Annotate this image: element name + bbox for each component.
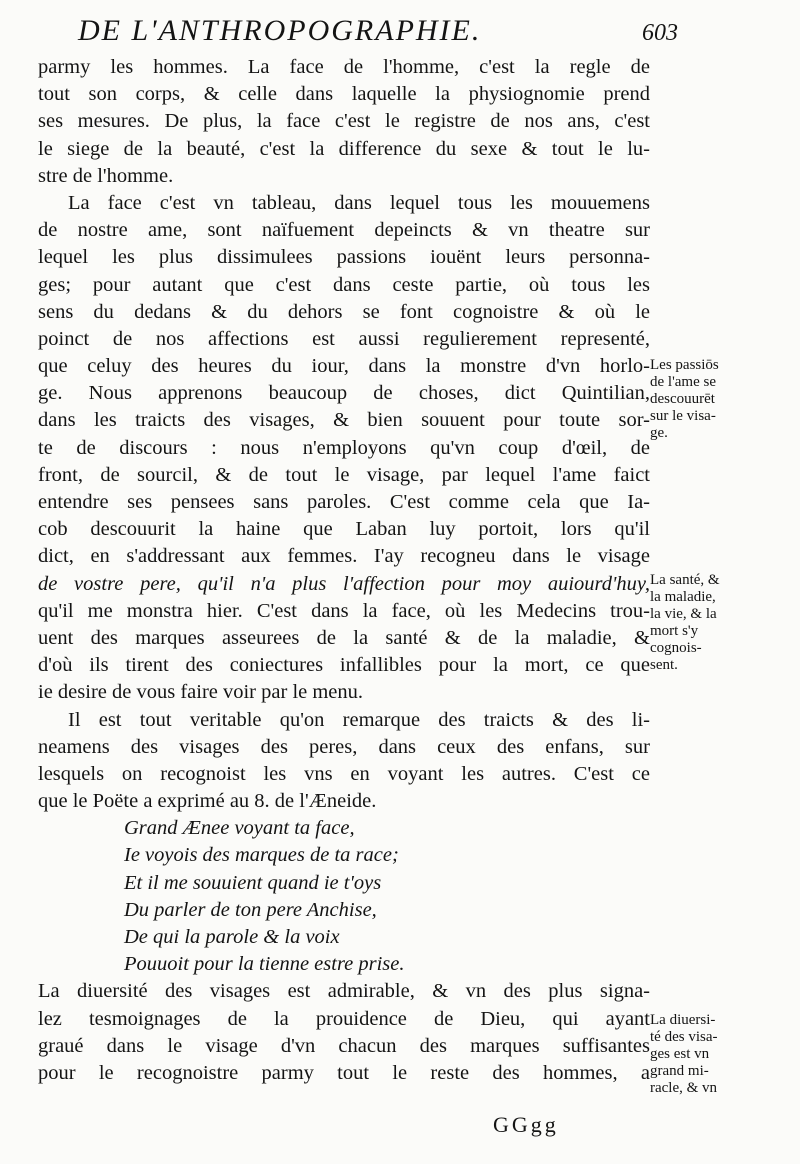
text-line: pour le recognoistre parmy tout le reste des hommes, a (38, 1061, 650, 1084)
margin-note (650, 1012, 768, 1097)
text-line: que celuy des heures du iour, dans la monstre d'vn horlo- (38, 355, 650, 378)
margin-note (650, 572, 768, 674)
verse-line: Et il me souuient quand ie t'oys (124, 871, 382, 894)
margin-note-line: La diuersi- (650, 1012, 716, 1028)
text-line: cob descouurit la haine que Laban luy portoit, lors qu'il (38, 518, 650, 541)
signature-mark: GGgg (493, 1112, 559, 1137)
margin-note-line: grand mi- (650, 1063, 709, 1079)
running-header (78, 14, 678, 54)
margin-note-line: sent. (650, 657, 678, 673)
verse-line: Pouuoit pour la tienne estre prise. (124, 953, 405, 976)
text-line: le siege de la beauté, c'est la difference du sexe & tout le lu- (38, 137, 650, 160)
margin-note (650, 357, 768, 442)
text-line: ie desire de vous faire voir par le menu. (38, 681, 364, 704)
running-title: DE L'ANTHROPOGRAPHIE. (78, 14, 482, 47)
text-line: de nostre ame, sont naïfuement depeincts & vn theatre sur (38, 219, 650, 242)
margin-note-line: ge. (650, 425, 668, 441)
margin-note-line: La santé, & (650, 572, 720, 588)
text-line: de vostre pere, qu'il n'a plus l'affection pour moy auiourd'huy, (38, 572, 650, 595)
text-line: poinct de nos affections est aussi regulierement representé, (38, 327, 650, 350)
text-line: neamens des visages des peres, dans ceux des enfans, sur (38, 735, 650, 758)
text-line: dict, en s'addressant aux femmes. I'ay recogneu dans le visage (38, 545, 650, 568)
text-line: lesquels on recognoist les vns en voyant les autres. C'est ce (38, 762, 650, 785)
text-line: La face c'est vn tableau, dans lequel tous les mouuemens (68, 191, 650, 214)
text-line: stre de l'homme. (38, 164, 174, 187)
margin-note-line: de l'ame se (650, 374, 717, 390)
text-line: qu'il me monstra hier. C'est dans la face, où les Medecins trou- (38, 599, 650, 622)
text-line: ge. Nous apprenons beaucoup de choses, dict Quintilian, (38, 382, 650, 405)
text-line: tout son corps, & celle dans laquelle la physiognomie prend (38, 83, 650, 106)
text-line: sens du dedans & du dehors se font cognoistre & où le (38, 300, 650, 323)
text-line: dans les traicts des visages, & bien souuent pour toute sor- (38, 409, 650, 432)
text-line: parmy les hommes. La face de l'homme, c'est la regle de (38, 56, 650, 78)
margin-note-line: descouurēt (650, 391, 715, 407)
margin-note-line: ges est vn (650, 1046, 710, 1062)
text-line: ses mesures. De plus, la face c'est le registre de nos ans, c'est (38, 110, 650, 133)
verse-line: Ie voyois des marques de ta race; (124, 844, 399, 867)
margin-note-line: Les passiōs (650, 357, 719, 373)
margin-note-line: té des visa- (650, 1029, 718, 1045)
body-text (38, 54, 650, 1087)
margin-note-line: mort s'y (650, 623, 699, 639)
margin-note-line: la vie, & la (650, 606, 717, 622)
page-number: 603 (642, 20, 678, 46)
text-line: La diuersité des visages est admirable, & vn des plus signa- (38, 980, 650, 1003)
text-line: lequel les plus dissimulees passions iouënt leurs personna- (38, 246, 650, 269)
text-line: d'où ils tirent des coniectures infallibles pour la mort, ce que (38, 654, 650, 677)
text-line: que le Poëte a exprimé au 8. de l'Æneide. (38, 790, 377, 813)
verse-line: Du parler de ton pere Anchise, (124, 898, 377, 921)
text-line: graué dans le visage d'vn chacun des marques suffisantes (38, 1034, 650, 1057)
margin-note-line: sur le visa- (650, 408, 716, 424)
verse-line: Grand Ænee voyant ta face, (124, 817, 355, 840)
text-line: ges; pour autant que c'est dans ceste partie, où tous les (38, 273, 650, 296)
text-line: entendre ses pensees sans paroles. C'est comme cela que Ia- (38, 491, 650, 513)
text-line: te de discours : nous n'employons qu'vn coup d'œil, de (38, 436, 650, 459)
margin-note-line: racle, & vn (650, 1080, 718, 1096)
text-line: Il est tout veritable qu'on remarque des traicts & des li- (68, 708, 650, 731)
text-line: uent des marques asseurees de la santé & de la maladie, & (38, 626, 650, 649)
margin-note-line: la maladie, (650, 589, 716, 605)
margin-note-line: cognois- (650, 640, 702, 656)
verse-line: De qui la parole & la voix (124, 926, 340, 948)
text-line: front, de sourcil, & de tout le visage, par lequel l'ame faict (38, 463, 650, 486)
text-line: lez tesmoignages de la prouidence de Dieu, qui ayant (38, 1007, 650, 1030)
